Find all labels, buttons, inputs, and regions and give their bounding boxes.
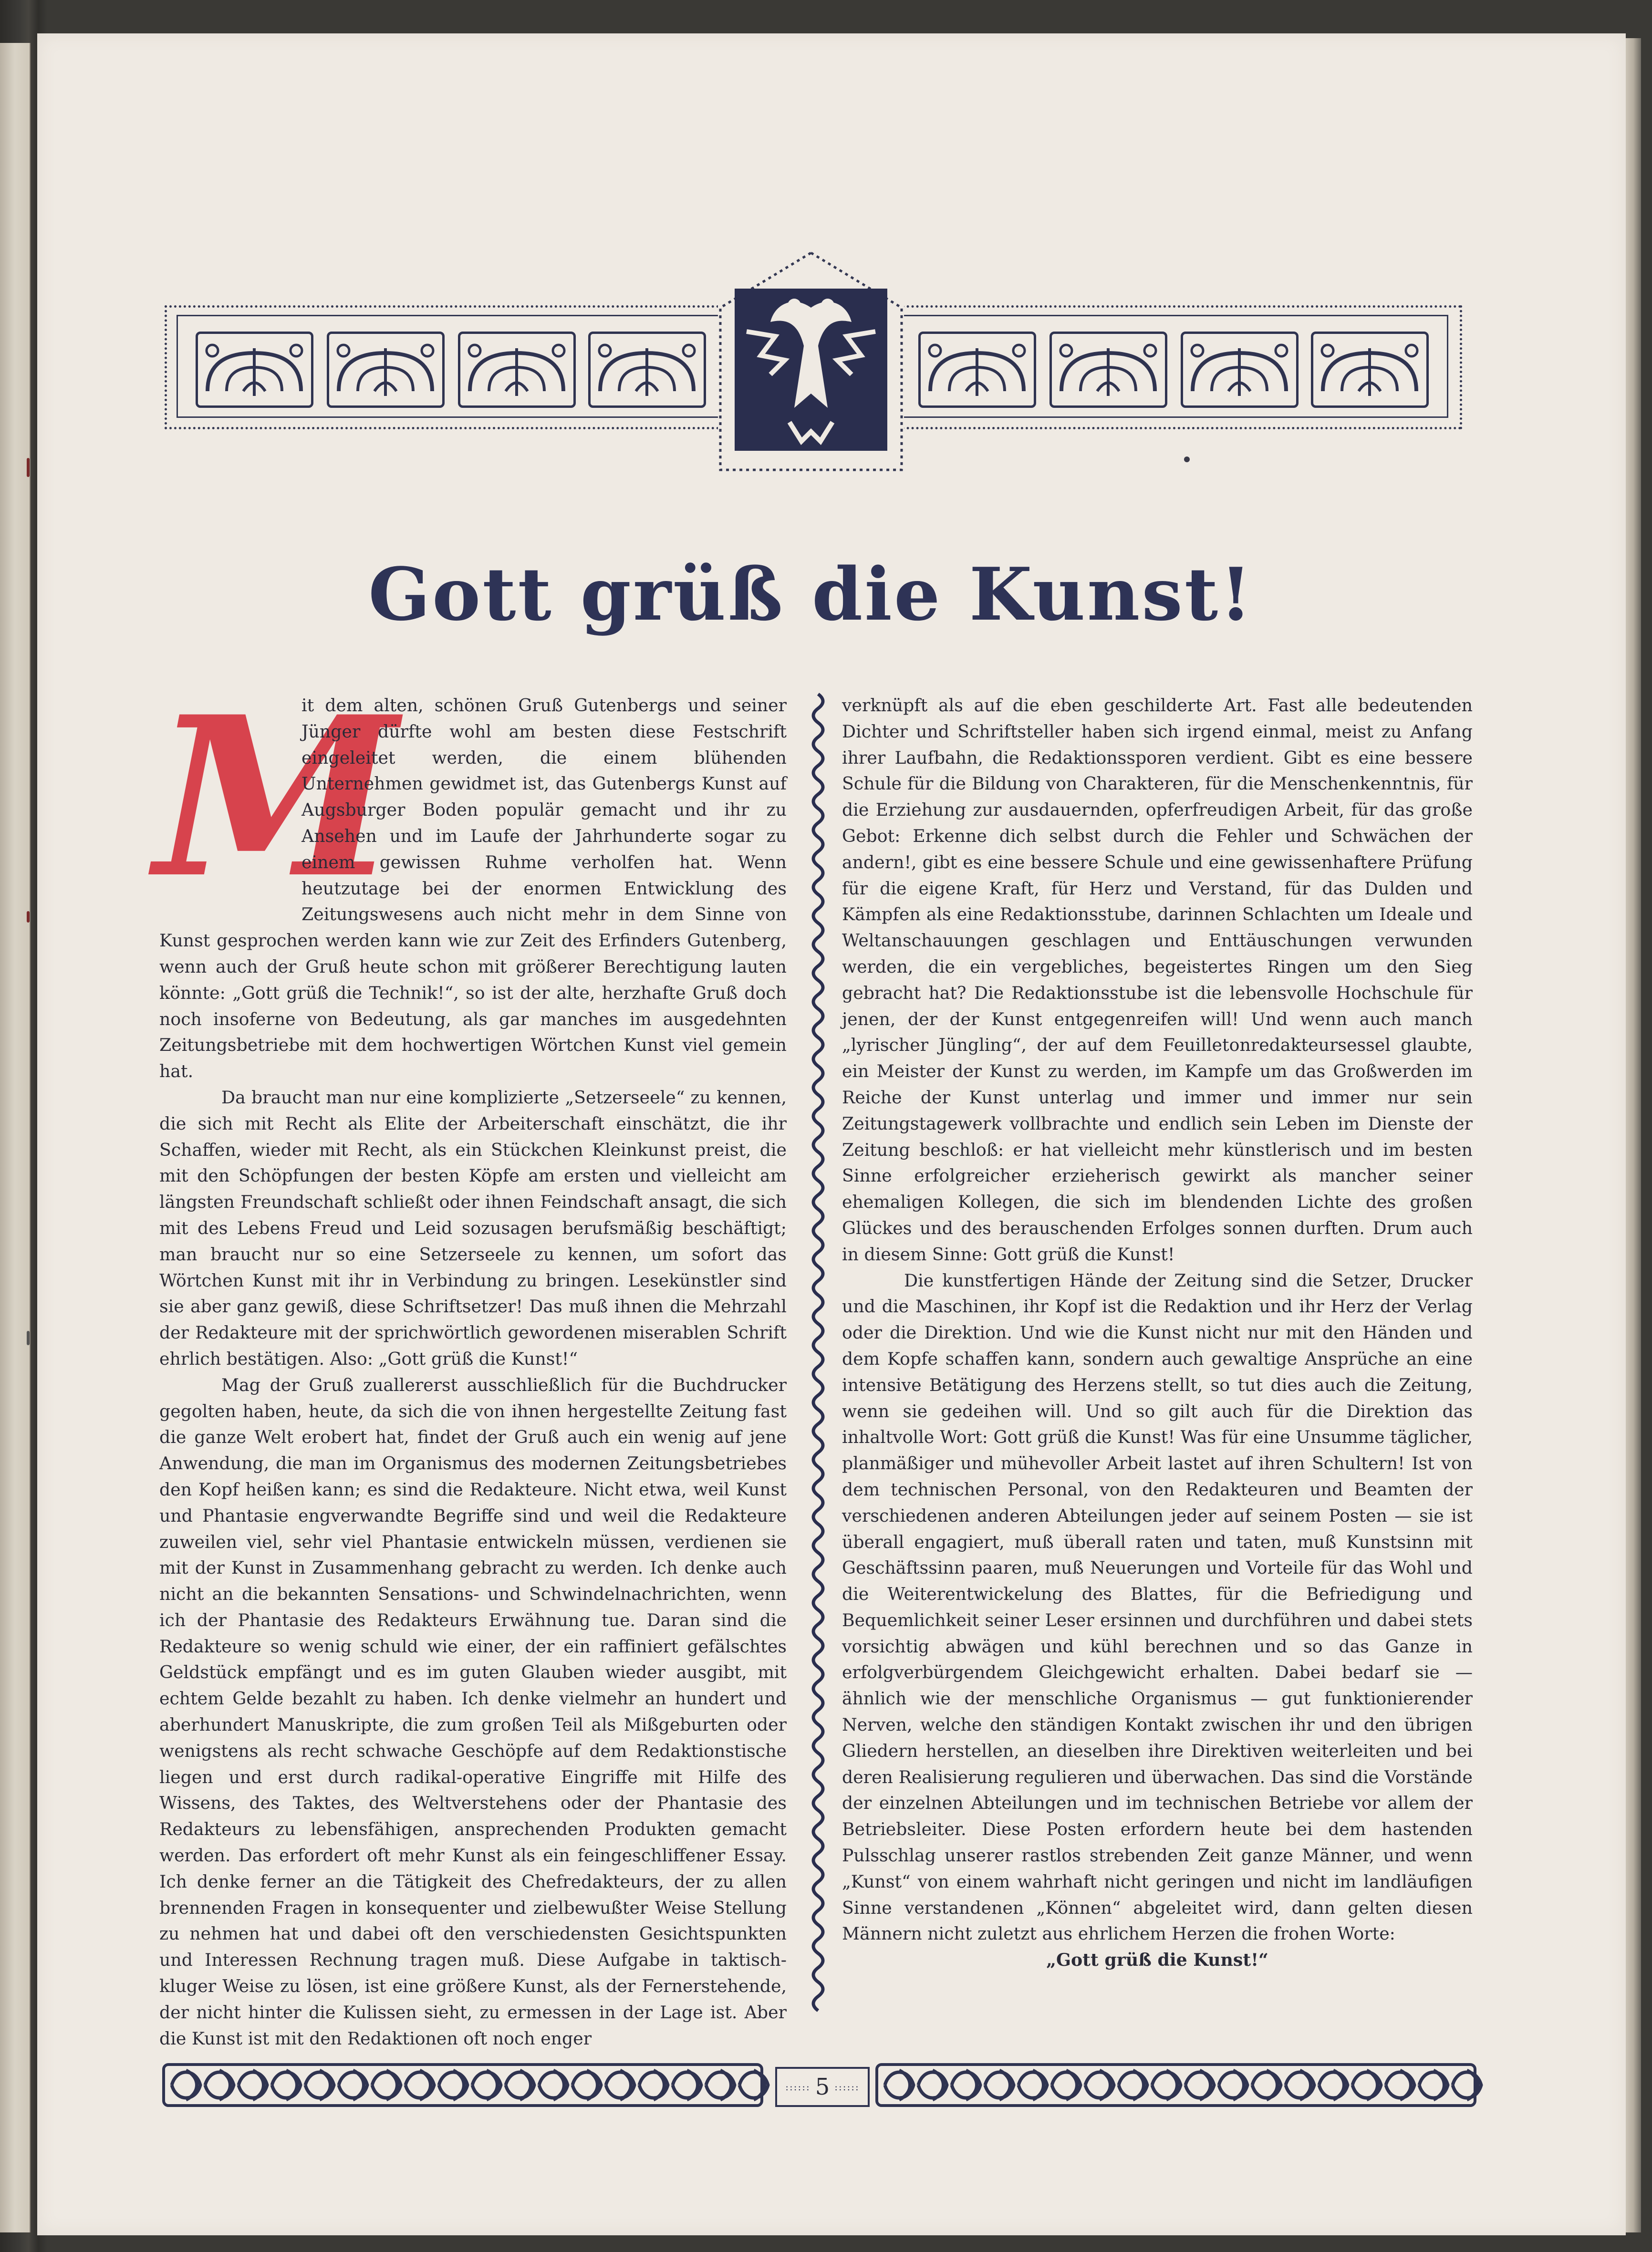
palmette-ornament-icon bbox=[327, 332, 445, 408]
palmette-ornament-icon bbox=[918, 332, 1036, 408]
double-headed-eagle-icon bbox=[718, 250, 904, 475]
celtic-knot-ornament-icon bbox=[162, 2063, 763, 2107]
palmette-ornament-icon bbox=[1181, 332, 1299, 408]
closing-line: „Gott grüß die Kunst!“ bbox=[1046, 1950, 1268, 1971]
paragraph: it dem alten, schönen Gruß Gutenbergs und seiner Jünger dürfte wohl am besten diese Festschrift eingeleitet werden, die einem blühenden Unternehmen gewidmet ist, das Gutenbergs Kunst auf Augsburger Boden populär gemacht und ihr zu Ansehen und im Laufe der Jahrhunderte sogar zu einem gewissen Ruhme verholfen hat. Wenn heutzutage bei der enormen Entwicklung des Zeitungswesens auch nicht mehr in dem Sinne von Kunst gesprochen werden kann wie zur Zeit des Erfinders Gutenberg, wenn auch der Gruß heute schon mit größerer Berechtigung lauten könnte: „Gott grüß die Technik!“, so ist der alte, herzhafte Gruß doch noch insoferne von Bedeutung, als gar manches im ausgedehnten Zeitungsbetriebe mit dem hochwertigen Wörtchen Kunst viel gemein hat. bbox=[159, 695, 787, 1082]
ink-speck bbox=[1184, 457, 1190, 462]
paragraph: Mag der Gruß zuallererst ausschließlich für die Buchdrucker gegolten haben, heute, da sich die von ihnen hergestellte Zeitung fast die ganze Welt erobert hat, findet der Gruß auch ein wenig auf jene Anwendung, die man im Organismus des modernen Zeitungsbetriebes den Kopf heißen kann; es sind die Redakteure. Nicht etwa, weil Kunst und Phantasie engverwandte Begriffe sind und weil die Redakteure zuweilen viel, sehr viel Phantasie entwickeln müssen, verdienen sie mit der Kunst in Zusammenhang gebracht zu werden. Ich denke auch nicht an die bekannten Sensations- und Schwindelnachrichten, wenn ich der Phantasie des Redakteurs Erwähnung tue. Daran sind die Redakteure so wenig schuld wie einer, der ein raffiniert gefälschtes Geldstück empfängt und es im guten Glauben wieder ausgibt, mit echtem Gelde bezahlt zu haben. Ich denke vielmehr an hundert und aberhundert Manuskripte, die zum großen Teil als Mißgeburten oder wenigstens als recht schwache Geschöpfe auf dem Redaktionstische liegen und erst durch radikal-operative Eingriffe mit Hilfe des Wissens, des Taktes, des Weltverstehens oder der Phantasie des Redakteurs zu lebensfähigen, ansprechenden Produkten gemacht werden. Das erfordert oft mehr Kunst als ein feingeschliffener Essay. Ich denke ferner an die Tätigkeit des Chefredakteurs, der zu allen brennenden Fragen in konsequenter und zielbewußter Weise Stellung zu nehmen hat und dabei oft den verschiedensten Gesichtspunkten und Interessen Rechnung tragen muß. Diese Aufgabe in taktisch-kluger Weise zu lösen, ist eine größere Kunst, als der Fernerstehende, der nicht hinter die Kulissen sieht, zu ermessen in der Lage ist. Aber die Kunst ist mit den Redaktionen oft noch enger bbox=[159, 1374, 787, 2049]
previous-page-edge bbox=[0, 43, 31, 2232]
palmette-ornament-icon bbox=[1311, 332, 1429, 408]
paragraph: verknüpft als auf die eben geschilderte Art. Fast alle bedeutenden Dichter und Schriftsteller haben sich irgend einmal, meist zu Anfang ihrer Laufbahn, die Redaktionssporen verdient. Gibt es eine bessere Schule für die Bildung von Charakteren, für die Menschenkenntnis, für die Erziehung zur ausdauernden, opferfreudigen Arbeit, für das große Gebot: Erkenne dich selbst durch die Fehler und Schwächen der andern!, gibt es eine bessere Schule und eine gewissenhaftere Prüfung für die eigene Kraft, für Herz und Verstand, für das Dulden und Kämpfen als eine Redaktionsstube, darinnen Schlachten um Ideale und Weltanschauungen geschlagen und Enttäuschungen verwunden werden, die ein vergebliches, begeistertes Ringen um den Sieg gebracht hat? Die Redaktionsstube ist die lebensvolle Hochschule für jenen, der der Kunst entgegenreifen will! Und wenn auch manch „lyrischer Jüngling“, der auf dem Feuilletonredakteursessel glaubte, ein Meister der Kunst zu werden, im Kampfe um das Großwerden im Reiche der Kunst unterlag und immer und immer nur sein Zeitungstagewerk vollbrachte und endlich sein Leben im Dienste der Zeitung beschloß: er hat vielleicht mehr künstlerisch und im besten Sinne erfolgreicher erzieherisch gewirkt als mancher seiner ehemaligen Kollegen, die sich im blendenden Lichte des großen Glückes und des berauschenden Erfolges sonnen durften. Drum auch in diesem Sinne: Gott grüß die Kunst! bbox=[842, 695, 1473, 1265]
dropcap-letter: M bbox=[155, 669, 398, 926]
celtic-knot-ornament-icon bbox=[875, 2063, 1476, 2107]
page-number-box bbox=[775, 2067, 870, 2107]
page-title: Gott grüß die Kunst! bbox=[368, 551, 1254, 637]
palmette-ornament-icon bbox=[1049, 332, 1167, 408]
ornament-dots: :::::: bbox=[785, 2081, 810, 2093]
palmette-ornament-icon bbox=[458, 332, 576, 408]
paragraph: Die kunstfertigen Hände der Zeitung sind die Setzer, Drucker und die Maschinen, ihr Kopf ist die Redaktion und ihr Herz der Verlag oder die Direktion. Und wie die Kunst nicht nur mit den Händen und dem Kopfe schaffen kann, sondern auch gewaltige Ansprüche an eine intensive Betätigung des Herzens stellt, so tut dies auch die Zeitung, wenn sie gedeihen will. Und so gilt auch für die Direktion das inhaltvolle Wort: Gott grüß die Kunst! Was für eine Unsumme täglicher, planmäßiger und mühevoller Arbeit lastet auf ihren Schultern! Ist von dem technischen Personal, von den Redakteuren und Beamten der verschiedenen anderen Abteilungen jeder auf seinem Posten — sie ist überall engagiert, muß überall raten und taten, muß Kunstsinn mit Geschäftssinn paaren, muß Neuerungen und Vorteile für das Wohl und die Weiterentwickelung des Blattes, für die Befriedigung und Bequemlichkeit seiner Leser ersinnen und durchführen und dabei stets vorsichtig abwägen und kühl berechnen und so das Ganze in erfolgverbürgendem Gleichgewicht erhalten. Dabei bedarf sie — ähnlich wie der menschliche Organismus — gut funktionierender Nerven, welche den ständigen Kontakt zwischen ihr und den übrigen Gliedern herstellen, an dieselben ihre Direktiven weiterleiten und bei deren Realisierung regulieren und überwachen. Das sind die Vorstände der einzelnen Abteilungen und im technischen Betriebe vor allem der Betriebsleiter. Diese Posten erfordern heute bei dem hastenden Pulsschlag unserer rastlos strebenden Zeit ganze Männer, und wenn „Kunst“ von einem wahrhaft nicht geringen und nicht im landläufigen Sinne verstandenen „Können“ abgeleitet wird, dann gelten diesen Männern nicht zuletzt aus ehrlichem Herzen die frohen Worte: bbox=[842, 1270, 1473, 1944]
ornament-dots: :::::: bbox=[834, 2081, 860, 2093]
article-column-left bbox=[155, 669, 787, 2049]
paragraph: Da braucht man nur eine komplizierte „Setzerseele“ zu kennen, die sich mit Recht als Elite der Arbeiterschaft einschätzt, die ihr Schaffen, wieder mit Recht, als ein Stückchen Kleinkunst preist, die mit den Schöpfungen der besten Köpfe am ersten und vielleicht am längsten Freundschaft schließt oder ihnen Feindschaft ansagt, die sich mit des Lebens Freud und Leid sozusagen berufsmäßig beschäftigt; man braucht nur so eine Setzerseele zu kennen, um sofort das Wörtchen Kunst mit ihr in Verbindung zu bringen. Lesekünstler sind sie aber ganz gewiß, diese Schriftsetzer! Das muß ihnen die Mehrzahl der Redakteure mit der sprichwörtlich gewordenen miserablen Schrift ehrlich bestätigen. Also: „Gott grüß die Kunst!“ bbox=[159, 1087, 787, 1369]
column-divider bbox=[806, 694, 830, 2006]
palmette-ornament-icon bbox=[196, 332, 313, 408]
page-number: 5 bbox=[815, 2074, 830, 2100]
palmette-ornament-icon bbox=[588, 332, 706, 408]
article-column-right bbox=[842, 693, 1473, 2000]
